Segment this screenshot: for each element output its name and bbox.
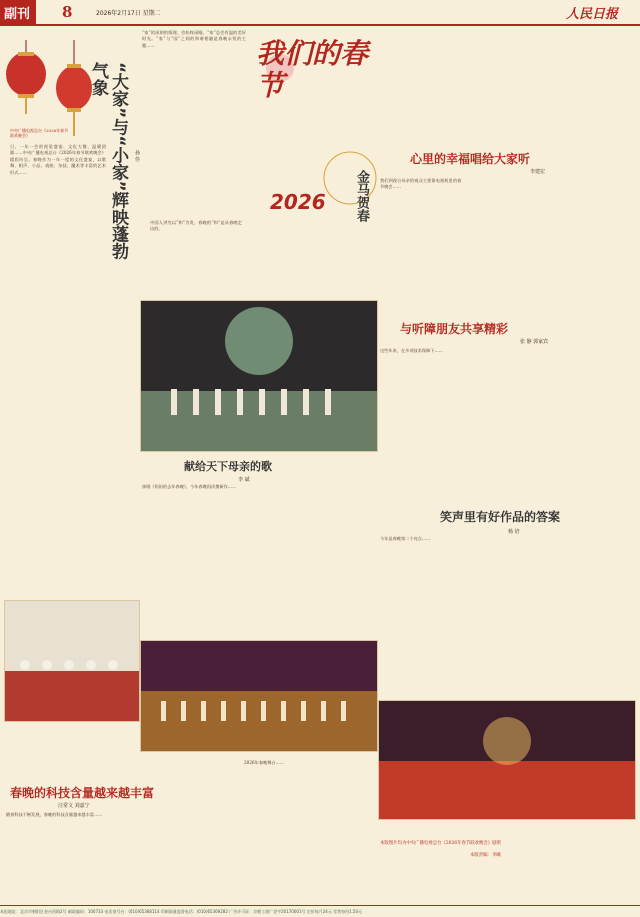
article-author-dedicate: 李 斌 xyxy=(238,477,250,483)
issue-date: 2026年2月17日 星期二 xyxy=(96,10,161,17)
sidebar-body: 日，一年一会的视觉盛宴、文化大餐、温暖团圆……中央广播电视总台《2026年春节联欢晚会》精彩纷呈。春晚作为一年一度的文化盛宴，以歌舞、相声、小品、戏曲、杂技、魔术等丰富的艺术形式…… xyxy=(10,144,106,175)
article-body-send-home: 我们到视台母亲的观众主要靠电视机里的春节晚会…… xyxy=(380,178,462,190)
photo-robot-performance xyxy=(140,640,378,752)
article-title-send-home: 心里的幸福唱给大家听 xyxy=(410,152,531,166)
article-title-laughter: 笑声里有好作品的答案 xyxy=(440,510,561,524)
article-author-no-barrier: 张 静 郭家宾 xyxy=(520,339,549,345)
page-footer: 本报地址：北京市朝阳区金台西路2号 邮政编码：100733 电话查号台：(010)65368114 印刷质量监督电话：(010)65369282 广告许可证：京朝工商广登字20170001号 定价每月24元 零售每份1.50元 xyxy=(0,905,640,917)
cover-year: 2026 xyxy=(270,190,326,214)
article-author-send-home: 李建宏 xyxy=(530,169,546,175)
sidebar-headline: “大家”与“小家”辉映蓬勃气象 xyxy=(88,62,128,260)
article-body-dedicate: 演唱《妈妈的去年春晚》，今年春晚再次携新作…… xyxy=(142,484,237,489)
column-3-body: 中国人讲究以“和”为贵，春晚的“和”是从春晚走出的。 xyxy=(150,220,242,232)
photo-credit: 本版图片均为中央广播电视总台《2026年春节联欢晚会》剧照 xyxy=(380,841,501,846)
sidebar-caption: 中央广播电视总台《2026年春节联欢晚会》 xyxy=(10,128,69,138)
sidebar-author: 孙 佳 xyxy=(134,150,140,162)
lanterns-illustration xyxy=(4,40,94,140)
masthead: 人民日报 xyxy=(566,7,619,22)
cover-title: 我们的春节 xyxy=(256,37,369,102)
section-label: 副刊 xyxy=(4,7,31,22)
photo-stage-dancers xyxy=(140,300,378,452)
article-title-tech: 春晚的科技含量越来越丰富 xyxy=(10,786,155,800)
editor-credit: 本版责编：李曦 xyxy=(470,853,501,858)
article-author-laughter: 杨 培 xyxy=(508,529,520,535)
cover-slogan: 金马贺春 xyxy=(354,170,369,222)
article-title-dedicate: 献给天下母亲的歌 xyxy=(184,460,272,473)
article-title-no-barrier: 与听障朋友共享精彩 xyxy=(400,322,509,336)
page-number: 8 xyxy=(62,3,73,21)
article-body-laughter: 今年是春晚第二个亮点…… xyxy=(380,536,431,541)
article-body-tech-continued: 2026年春晚舞台…… xyxy=(244,760,284,765)
article-body-tech: 随着科技不断发展，春晚的科技含量越来越丰富…… xyxy=(6,812,103,817)
photo-choir xyxy=(4,600,140,722)
photo-stage-crowd xyxy=(378,700,636,820)
article-body-no-barrier: 这些年来，在多项技术保障下…… xyxy=(380,348,443,353)
column-2-body: “家”的深刻的情理，会始终闭眼，“家”总会有温的美好时光。“家”与“国”之间的和谐相融是春晚永恒的主题…… xyxy=(142,30,246,48)
article-author-tech: 汪常文 刘嘉宁 xyxy=(58,803,90,809)
